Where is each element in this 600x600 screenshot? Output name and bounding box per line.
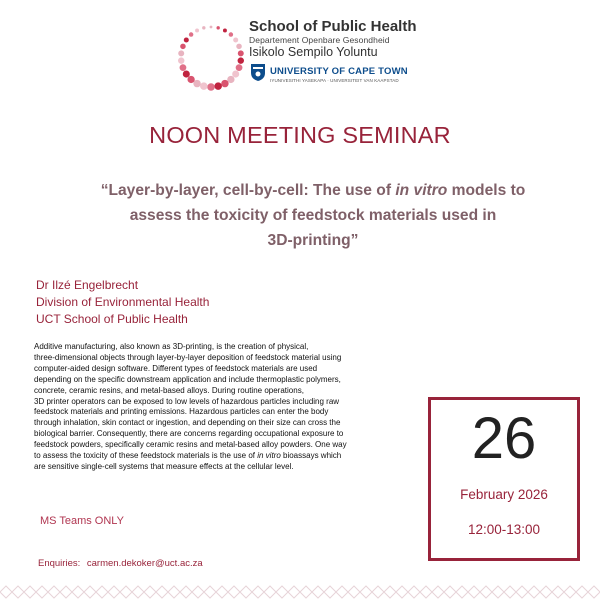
- footer-pattern-diamond: [432, 586, 444, 598]
- footer-pattern-diamond: [216, 586, 228, 598]
- speaker-division: Division of Environmental Health: [36, 295, 210, 309]
- footer-pattern-diamond: [24, 586, 36, 598]
- seminar-heading: NOON MEETING SEMINAR: [149, 122, 451, 148]
- talk-title: [60, 178, 566, 253]
- footer-pattern-diamond: [204, 586, 216, 598]
- logo-dot: [187, 76, 194, 83]
- logo-dot: [180, 64, 187, 71]
- logo-dot: [178, 57, 184, 63]
- talk-title-line-2: assess the toxicity of feedstock materials used in: [129, 207, 497, 224]
- abstract: [34, 342, 424, 473]
- date-day: 26: [471, 406, 537, 471]
- date-box: [428, 397, 580, 561]
- university-subtitle: IYUNIVESITHI YASEKAPA · UNIVERSITEIT VAN KAAPSTAD: [270, 78, 399, 83]
- abstract-line: are sensitive single-cell systems that measure effects at the cellular level.: [34, 461, 294, 471]
- footer-pattern-diamond: [384, 586, 396, 598]
- footer-pattern-diamond: [144, 586, 156, 598]
- logo-dot: [216, 26, 219, 29]
- logo-dot: [193, 80, 200, 87]
- logo-dot: [184, 37, 189, 42]
- logo-dot: [214, 82, 222, 90]
- footer-pattern-diamond: [576, 586, 588, 598]
- footer-pattern-diamond: [288, 586, 300, 598]
- logo-dot: [210, 26, 213, 29]
- abstract-line: biological barrier. Consequently, there are concerns regarding occupational exposure to: [34, 429, 344, 439]
- abstract-line: three-dimensional objects through layer-by-layer deposition of feedstock material using: [34, 352, 342, 362]
- footer-pattern-diamond: [468, 586, 480, 598]
- footer-pattern-diamond: [180, 586, 192, 598]
- footer-pattern-diamond: [240, 586, 252, 598]
- uct-crest-icon: [250, 63, 266, 82]
- footer-pattern-diamond: [168, 586, 180, 598]
- date-time: 12:00-13:00: [467, 522, 541, 537]
- footer-pattern-diamond: [156, 586, 168, 598]
- footer-pattern-diamond: [192, 586, 204, 598]
- speaker-block: [36, 277, 209, 328]
- enquiries-label: Enquiries:: [38, 558, 81, 569]
- school-logo-icon: [174, 20, 248, 94]
- logo-dot: [189, 32, 194, 37]
- footer-pattern-diamond: [132, 586, 144, 598]
- footer-pattern-diamond: [528, 586, 540, 598]
- footer-pattern-diamond: [360, 586, 372, 598]
- logo-dot: [232, 71, 239, 78]
- abstract-line: computer-aided design software. Different types of feedstock materials are used: [34, 363, 318, 373]
- abstract-line: [34, 451, 424, 462]
- footer-pattern-diamond: [312, 586, 324, 598]
- university-name: UNIVERSITY OF CAPE TOWN: [270, 66, 408, 77]
- footer-pattern-diamond: [552, 586, 564, 598]
- footer-pattern-diamond: [48, 586, 60, 598]
- footer-pattern-diamond: [540, 586, 552, 598]
- footer-pattern-diamond: [252, 586, 264, 598]
- footer-pattern-diamond: [120, 586, 132, 598]
- footer-pattern-diamond: [300, 586, 312, 598]
- footer-pattern-diamond: [108, 586, 120, 598]
- department-name: Departement Openbare Gesondheid: [249, 35, 390, 45]
- logo-dot: [229, 32, 234, 37]
- logo-dot: [227, 76, 234, 83]
- meeting-mode: MS Teams ONLY: [40, 515, 124, 527]
- logo-dot: [238, 57, 244, 63]
- abstract-line: Additive manufacturing, also known as 3D-printing, is the creation of physical,: [34, 342, 309, 351]
- talk-title-text: models to: [447, 182, 526, 199]
- footer-pattern-diamond: [420, 586, 432, 598]
- logo-dot: [233, 37, 238, 42]
- footer-pattern-diamond: [480, 586, 492, 598]
- logo-dot: [183, 71, 190, 78]
- footer-pattern-diamond: [456, 586, 468, 598]
- school-name: School of Public Health: [249, 18, 417, 35]
- logo-dot: [221, 80, 228, 87]
- abstract-line: feedstock materials and printing emissions. Hazardous particles can enter the body: [34, 407, 329, 417]
- speaker-school: UCT School of Public Health: [36, 312, 188, 326]
- abstract-text: to assess the toxicity of these feedstock materials is the use of: [34, 451, 258, 461]
- logo-dot: [236, 44, 242, 50]
- abstract-line: through inhalation, skin contact or ingestion, and depending on their size can cross the: [34, 418, 341, 428]
- logo-dot: [178, 50, 184, 56]
- footer-pattern-diamond: [588, 586, 600, 598]
- footer-pattern-diamond: [72, 586, 84, 598]
- abstract-line: feedstock powders, specifically ceramic resins and metal-based alloy powders. One way: [34, 440, 347, 450]
- logo-dot: [200, 82, 208, 90]
- logo-dot: [236, 64, 243, 71]
- school-name-block: [249, 18, 439, 59]
- footer-pattern-diamond: [492, 586, 504, 598]
- date-month-year: February 2026: [460, 487, 548, 502]
- talk-title-line-1: [60, 178, 566, 203]
- footer-pattern-diamond: [12, 586, 24, 598]
- footer-pattern-diamond: [396, 586, 408, 598]
- logo-dot: [238, 50, 244, 56]
- talk-title-italic: in vitro: [395, 182, 448, 199]
- logo-dot: [202, 26, 205, 29]
- enquiries-email-link[interactable]: carmen.dekoker@uct.ac.za: [86, 558, 203, 569]
- talk-title-line-3: 3D-printing”: [267, 232, 359, 249]
- footer-pattern-diamond: [336, 586, 348, 598]
- footer-pattern-diamond: [264, 586, 276, 598]
- footer-pattern-diamond: [36, 586, 48, 598]
- decorative-footer-pattern: [0, 584, 600, 600]
- footer-pattern-diamond: [372, 586, 384, 598]
- footer-pattern-diamond: [348, 586, 360, 598]
- footer-pattern-diamond: [564, 586, 576, 598]
- footer-pattern-diamond: [324, 586, 336, 598]
- abstract-line: concrete, ceramic resins, and metal-based alloys. During routine operations,: [34, 385, 304, 395]
- talk-title-text: “Layer-by-layer, cell-by-cell: The use of: [100, 182, 396, 199]
- logo-dot: [207, 83, 215, 91]
- abstract-italic: in vitro: [257, 451, 281, 461]
- abstract-text: bioassays which: [280, 451, 342, 461]
- speaker-name: Dr Ilzé Engelbrecht: [36, 278, 139, 292]
- logo-dot: [180, 44, 186, 50]
- enquiries: [38, 558, 203, 569]
- footer-pattern-diamond: [276, 586, 288, 598]
- footer-pattern-diamond: [444, 586, 456, 598]
- abstract-line: depending on the specific downstream application and include thermoplastic polymers,: [34, 374, 341, 384]
- footer-pattern-diamond: [60, 586, 72, 598]
- footer-pattern-diamond: [228, 586, 240, 598]
- footer-pattern-diamond: [0, 586, 12, 598]
- footer-pattern-diamond: [84, 586, 96, 598]
- abstract-line: 3D printer operators can be exposed to low levels of hazardous particles including raw: [34, 396, 340, 406]
- school-name-isixhosa: Isikolo Sempilo Yoluntu: [249, 45, 378, 59]
- footer-pattern-diamond: [408, 586, 420, 598]
- logo-dot: [223, 28, 227, 32]
- footer-pattern-diamond: [96, 586, 108, 598]
- footer-pattern-diamond: [504, 586, 516, 598]
- logo-dot: [195, 28, 199, 32]
- footer-pattern-diamond: [516, 586, 528, 598]
